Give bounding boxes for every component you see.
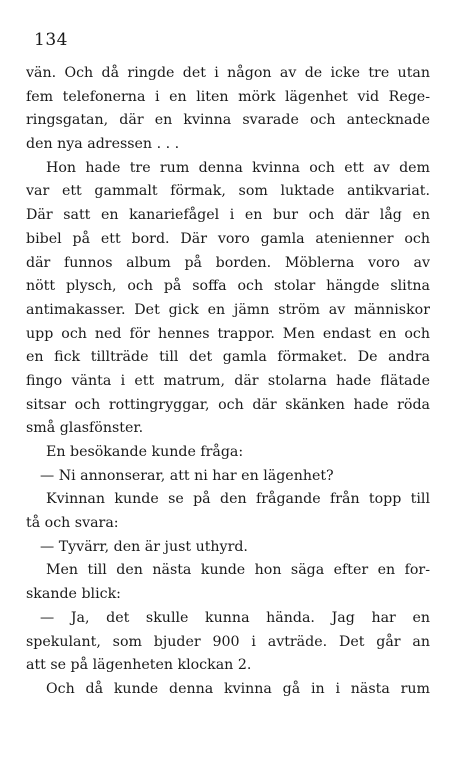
- text-line: Där satt en kanariefågel i en bur och där låg en: [26, 207, 430, 224]
- page-number: 134: [34, 30, 68, 50]
- text-line: bibel på ett bord. Där voro gamla atenienner och: [26, 230, 430, 247]
- text-line: — Tyvärr, den är just uthyrd.: [40, 538, 248, 555]
- text-line: den nya adressen . . .: [26, 136, 180, 153]
- text-line: antimakasser. Det gick en jämn ström av människor: [26, 301, 430, 318]
- text-line: ringsgatan, där en kvinna svarade och antecknade: [26, 112, 430, 129]
- text-line: sitsar och rottingryggar, och där skänken hade röda: [26, 396, 430, 413]
- text-line: upp och ned för hennes trappor. Men endast en och: [26, 325, 430, 342]
- text-line: var ett gammalt förmak, som luktade antikvariat.: [26, 183, 430, 200]
- text-line: en fick tillträde till det gamla förmaket. De andra: [26, 349, 430, 366]
- text-line: Hon hade tre rum denna kvinna och ett av dem: [46, 159, 430, 176]
- text-line: fem telefonerna i en liten mörk lägenhet vid Rege-: [26, 88, 430, 105]
- text-line: nött plysch, och på soffa och stolar hängde slitna: [26, 278, 430, 295]
- text-line: tå och svara:: [26, 515, 119, 532]
- text-line: Kvinnan kunde se på den frågande från topp till: [46, 491, 430, 508]
- text-line: skande blick:: [26, 586, 121, 603]
- text-line: att se på lägenheten klockan 2.: [26, 657, 252, 674]
- text-line: — Ni annonserar, att ni har en lägenhet?: [40, 467, 334, 484]
- text-line: spekulant, som bjuder 900 i avträde. Det går an: [26, 633, 430, 650]
- text-line: små glasfönster.: [26, 420, 144, 437]
- text-line: där funnos album på borden. Möblerna voro av: [26, 254, 430, 271]
- text-line: vän. Och då ringde det i någon av de icke tre utan: [26, 65, 430, 81]
- text-line: — Ja, det skulle kunna hända. Jag har en: [40, 609, 430, 626]
- text-line: fingo vänta i ett matrum, där stolarna hade flätade: [26, 372, 430, 389]
- text-line: Och då kunde denna kvinna gå in i nästa rum: [46, 680, 430, 697]
- text-line: En besökande kunde fråga:: [46, 444, 244, 460]
- book-page: [26, 30, 430, 702]
- page-body-text: [26, 62, 430, 702]
- text-line: Men till den nästa kunde hon säga efter en for-: [46, 562, 430, 579]
